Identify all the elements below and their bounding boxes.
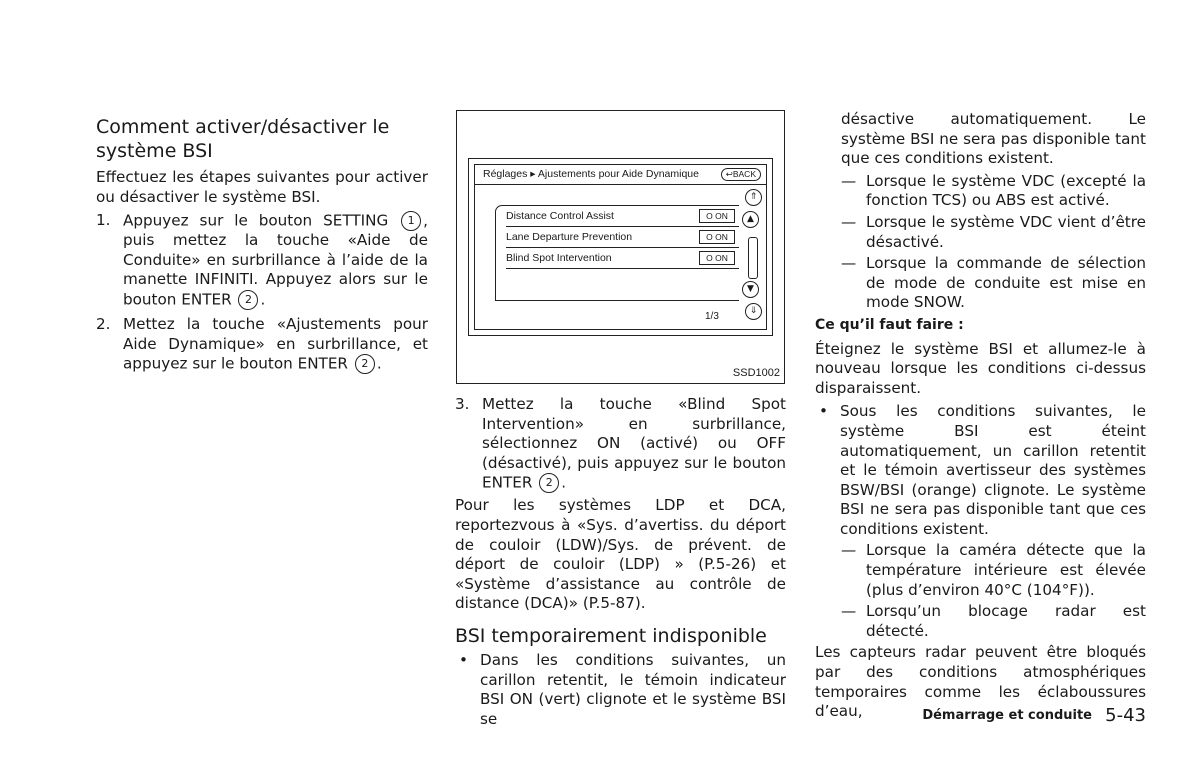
row-label: Lane Departure Prevention bbox=[506, 231, 633, 243]
continued-text: désactive automatiquement. Le système BSI ne sera pas disponible tant que ces conditions existent. bbox=[841, 110, 1146, 168]
menu-row-distance-control-assist bbox=[506, 206, 739, 227]
circled-number-2: 2 bbox=[355, 354, 375, 374]
bullet-text: Dans les conditions suivantes, un carillon retentit, le témoin indicateur BSI ON (vert) clignote et le système BSI se bbox=[480, 651, 786, 728]
settings-screen-figure bbox=[456, 110, 785, 384]
step-number: 2. bbox=[96, 315, 111, 334]
dash-marker: — bbox=[841, 171, 857, 190]
dash-text: Lorsque la caméra détecte que la température intérieure est élevée (plus d’environ 40°C (104°F)). bbox=[866, 541, 1146, 599]
dash-item bbox=[815, 541, 1146, 600]
back-label: BACK bbox=[732, 169, 756, 179]
screen-title: Réglages ▸ Ajustements pour Aide Dynamique bbox=[483, 168, 699, 180]
section-heading: Comment activer/désactiver le système BSI bbox=[96, 116, 390, 162]
bullet-marker: • bbox=[459, 651, 468, 670]
display-screen bbox=[468, 158, 773, 336]
step-text: Mettez la touche «Blind Spot Intervention» en surbrillance, sélectionnez ON (activé) ou OFF (désactivé), puis appuyez sur le bouton ENTER bbox=[482, 395, 786, 492]
column-left bbox=[96, 115, 428, 374]
step-text: . bbox=[561, 473, 567, 492]
settings-menu bbox=[495, 205, 739, 301]
dash-marker: — bbox=[841, 254, 857, 273]
dash-item bbox=[815, 213, 1146, 252]
bullet-text: Sous les conditions suivantes, le système BSI est éteint automatiquement, un carillon retentit et le témoin avertisseur des systèmes BSW/BSI (orange) clignote. Le système BSI ne sera pas disponible tant que ces conditions existent. bbox=[840, 402, 1146, 538]
dash-text: Lorsqu’un blocage radar est détecté. bbox=[866, 602, 1146, 640]
scroll-down-icon: ▼ bbox=[742, 281, 759, 298]
bullet-marker: • bbox=[819, 402, 828, 421]
step-text: , puis mettez la touche «Aide de Conduite» en surbrillance à l’aide de la manette INFINITI. Appuyez alors sur le bouton ENTER bbox=[123, 211, 428, 309]
column-right bbox=[815, 110, 1146, 722]
dash-item bbox=[815, 254, 1146, 313]
page-indicator: 1/3 bbox=[705, 311, 719, 322]
display-inner bbox=[474, 164, 767, 330]
step-text: Mettez la touche «Ajustements pour Aide Dynamique» en surbrillance, et appuyez sur le bouton ENTER bbox=[123, 315, 428, 373]
row-label: Distance Control Assist bbox=[506, 210, 614, 222]
dash-text: Lorsque le système VDC vient d’être désactivé. bbox=[866, 212, 1146, 251]
what-to-do-text: Éteignez le système BSI et allumez-le à nouveau lorsque les conditions ci-dessus disparaissent. bbox=[815, 339, 1146, 397]
scroll-bottom-icon: ⇓ bbox=[745, 303, 762, 320]
dash-item bbox=[815, 172, 1146, 211]
scrollbar bbox=[748, 237, 758, 279]
dash-text: Lorsque la commande de sélection de mode de conduite est mise en mode SNOW. bbox=[866, 254, 1146, 312]
circled-number-2: 2 bbox=[539, 473, 559, 493]
title-divider bbox=[475, 184, 766, 185]
step-text: . bbox=[376, 354, 382, 373]
step-2 bbox=[96, 315, 428, 374]
on-toggle: O ON bbox=[699, 209, 735, 223]
figure-code: SSD1002 bbox=[732, 367, 780, 379]
on-toggle: O ON bbox=[699, 230, 735, 244]
dash-marker: — bbox=[841, 212, 857, 231]
step-text: . bbox=[260, 290, 266, 309]
reference-paragraph: Pour les systèmes LDP et DCA, reportezvous à «Sys. d’avertiss. du déport de couloir (LDW)/Sys. de prévent. de déport de couloir (LDP) » (P.5-26) et «Système d’assistance au contrôle de distance (DCA)» (P.5-87). bbox=[455, 496, 786, 613]
step-text: Appuyez sur le bouton SETTING bbox=[123, 211, 389, 230]
bullet-item bbox=[815, 402, 1146, 539]
on-toggle: O ON bbox=[699, 251, 735, 265]
menu-row-blind-spot-intervention bbox=[506, 248, 739, 269]
menu-row-lane-departure-prevention bbox=[506, 227, 739, 248]
column-middle bbox=[455, 395, 786, 729]
scroll-top-icon: ⇑ bbox=[745, 189, 762, 206]
dash-text: Lorsque le système VDC (excepté la fonction TCS) ou ABS est activé. bbox=[866, 171, 1146, 210]
subsection-heading: BSI temporairement indisponible bbox=[455, 625, 767, 648]
row-label: Blind Spot Intervention bbox=[506, 252, 612, 264]
step-number: 1. bbox=[96, 211, 111, 230]
step-number: 3. bbox=[455, 395, 470, 413]
what-to-do-title: Ce qu’il faut faire : bbox=[815, 316, 964, 333]
dash-marker: — bbox=[841, 602, 857, 621]
circled-number-1: 1 bbox=[401, 211, 421, 231]
bullet-item bbox=[455, 651, 786, 729]
circled-number-2: 2 bbox=[238, 290, 258, 310]
step-3 bbox=[455, 395, 786, 493]
dash-marker: — bbox=[841, 541, 857, 560]
page-number: 5-43 bbox=[1105, 705, 1146, 726]
intro-paragraph: Effectuez les étapes suivantes pour activer ou désactiver le système BSI. bbox=[96, 168, 428, 206]
footer-section-title: Démarrage et conduite bbox=[922, 708, 1092, 723]
step-1 bbox=[96, 211, 428, 310]
closing-paragraph: Les capteurs radar peuvent être bloqués par des conditions atmosphériques temporaires comme les éclaboussures d’eau, bbox=[815, 643, 1146, 721]
scroll-up-icon: ▲ bbox=[742, 211, 759, 228]
back-button: ↩BACK bbox=[721, 168, 761, 181]
dash-item bbox=[815, 602, 1146, 641]
